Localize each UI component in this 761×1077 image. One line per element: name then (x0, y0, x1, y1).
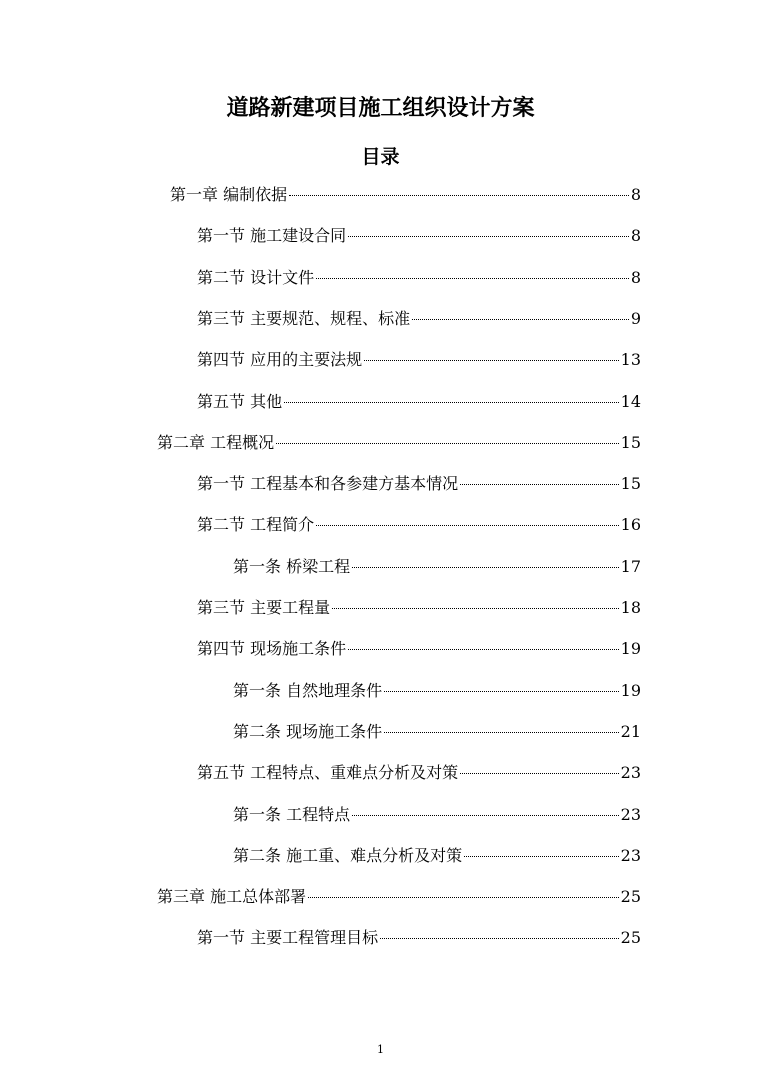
toc-leader-dots (316, 278, 629, 279)
toc-entry-page: 8 (630, 226, 641, 246)
toc-leader-dots (332, 608, 619, 609)
toc-entry[interactable] (197, 514, 641, 536)
toc-entry-page: 23 (620, 804, 641, 824)
toc-leader-dots (384, 691, 619, 692)
toc-leader-dots (352, 567, 619, 568)
toc-entry-label: 第二章 工程概况 (157, 432, 275, 452)
toc-entry-label: 第二节 工程简介 (197, 515, 315, 535)
toc-entry[interactable] (170, 184, 641, 206)
toc-leader-dots (460, 484, 619, 485)
toc-entry[interactable] (197, 473, 641, 495)
toc-entry-page: 15 (620, 474, 641, 494)
toc-leader-dots (380, 938, 619, 939)
page-number: 1 (377, 1043, 384, 1056)
toc-entry-page: 23 (620, 845, 641, 865)
toc-entry[interactable] (157, 886, 641, 908)
toc-entry[interactable] (197, 762, 641, 784)
toc-entry-label: 第一节 工程基本和各参建方基本情况 (197, 474, 459, 494)
toc-entry[interactable] (197, 638, 641, 660)
toc-entry[interactable] (197, 927, 641, 949)
toc-entry[interactable] (197, 597, 641, 619)
toc-leader-dots (289, 195, 629, 196)
toc-entry-label: 第一节 施工建设合同 (197, 226, 347, 246)
toc-entry-label: 第一节 主要工程管理目标 (197, 928, 379, 948)
toc-heading: 目录 (361, 146, 400, 168)
toc-entry-label: 第五节 工程特点、重难点分析及对策 (197, 763, 459, 783)
toc-entry-label: 第二条 施工重、难点分析及对策 (233, 845, 463, 865)
toc-entry[interactable] (233, 721, 641, 743)
toc-entry-label: 第三章 施工总体部署 (157, 887, 307, 907)
toc-entry-label: 第一条 桥梁工程 (233, 556, 351, 576)
toc-leader-dots (412, 319, 629, 320)
toc-entry-page: 8 (630, 267, 641, 287)
toc-entry-label: 第一条 工程特点 (233, 804, 351, 824)
toc-entry-page: 13 (620, 350, 641, 370)
toc-entry-page: 19 (620, 639, 641, 659)
toc-entry[interactable] (233, 680, 641, 702)
toc-leader-dots (384, 732, 619, 733)
toc-entry-label: 第二条 现场施工条件 (233, 721, 383, 741)
toc-entry-page: 15 (620, 432, 641, 452)
toc-entry-page: 16 (620, 515, 641, 535)
toc-entry-label: 第四节 现场施工条件 (197, 639, 347, 659)
toc-entry-page: 8 (630, 185, 641, 204)
toc-entry-label: 第五节 其他 (197, 391, 283, 411)
toc-entry[interactable] (157, 432, 641, 454)
toc-entry[interactable] (233, 804, 641, 826)
toc-entry[interactable] (233, 845, 641, 867)
toc-entry[interactable] (197, 225, 641, 247)
document-title: 道路新建项目施工组织设计方案 (226, 96, 535, 121)
toc-leader-dots (352, 815, 619, 816)
toc-entry-label: 第一条 自然地理条件 (233, 680, 383, 700)
toc-entry[interactable] (197, 391, 641, 413)
toc-entry-page: 9 (630, 308, 641, 328)
toc-entry[interactable] (233, 556, 641, 578)
toc-entry-page: 25 (620, 887, 641, 907)
toc-leader-dots (284, 402, 619, 403)
toc-entry-page: 19 (620, 680, 641, 700)
toc-leader-dots (364, 360, 619, 361)
toc-leader-dots (276, 443, 619, 444)
toc-entry-label: 第三节 主要工程量 (197, 598, 331, 617)
toc-entry-label: 第二节 设计文件 (197, 267, 315, 287)
toc-leader-dots (348, 649, 619, 650)
toc-entry-label: 第一章 编制依据 (170, 185, 288, 204)
toc-entry-page: 25 (620, 928, 641, 948)
toc-entry-page: 17 (620, 556, 641, 576)
toc-entry-page: 18 (620, 598, 641, 617)
toc-leader-dots (316, 525, 619, 526)
toc-entry-label: 第三节 主要规范、规程、标准 (197, 308, 411, 328)
toc-entry[interactable] (197, 267, 641, 289)
toc-entry-label: 第四节 应用的主要法规 (197, 350, 363, 370)
toc-entry[interactable] (197, 308, 641, 330)
toc-entry-page: 14 (620, 391, 641, 411)
toc-leader-dots (464, 856, 619, 857)
toc-entry-page: 21 (620, 721, 641, 741)
toc-leader-dots (460, 773, 619, 774)
toc-entry[interactable] (197, 349, 641, 371)
toc-leader-dots (348, 236, 629, 237)
toc-leader-dots (308, 897, 619, 898)
toc-entry-page: 23 (620, 763, 641, 783)
